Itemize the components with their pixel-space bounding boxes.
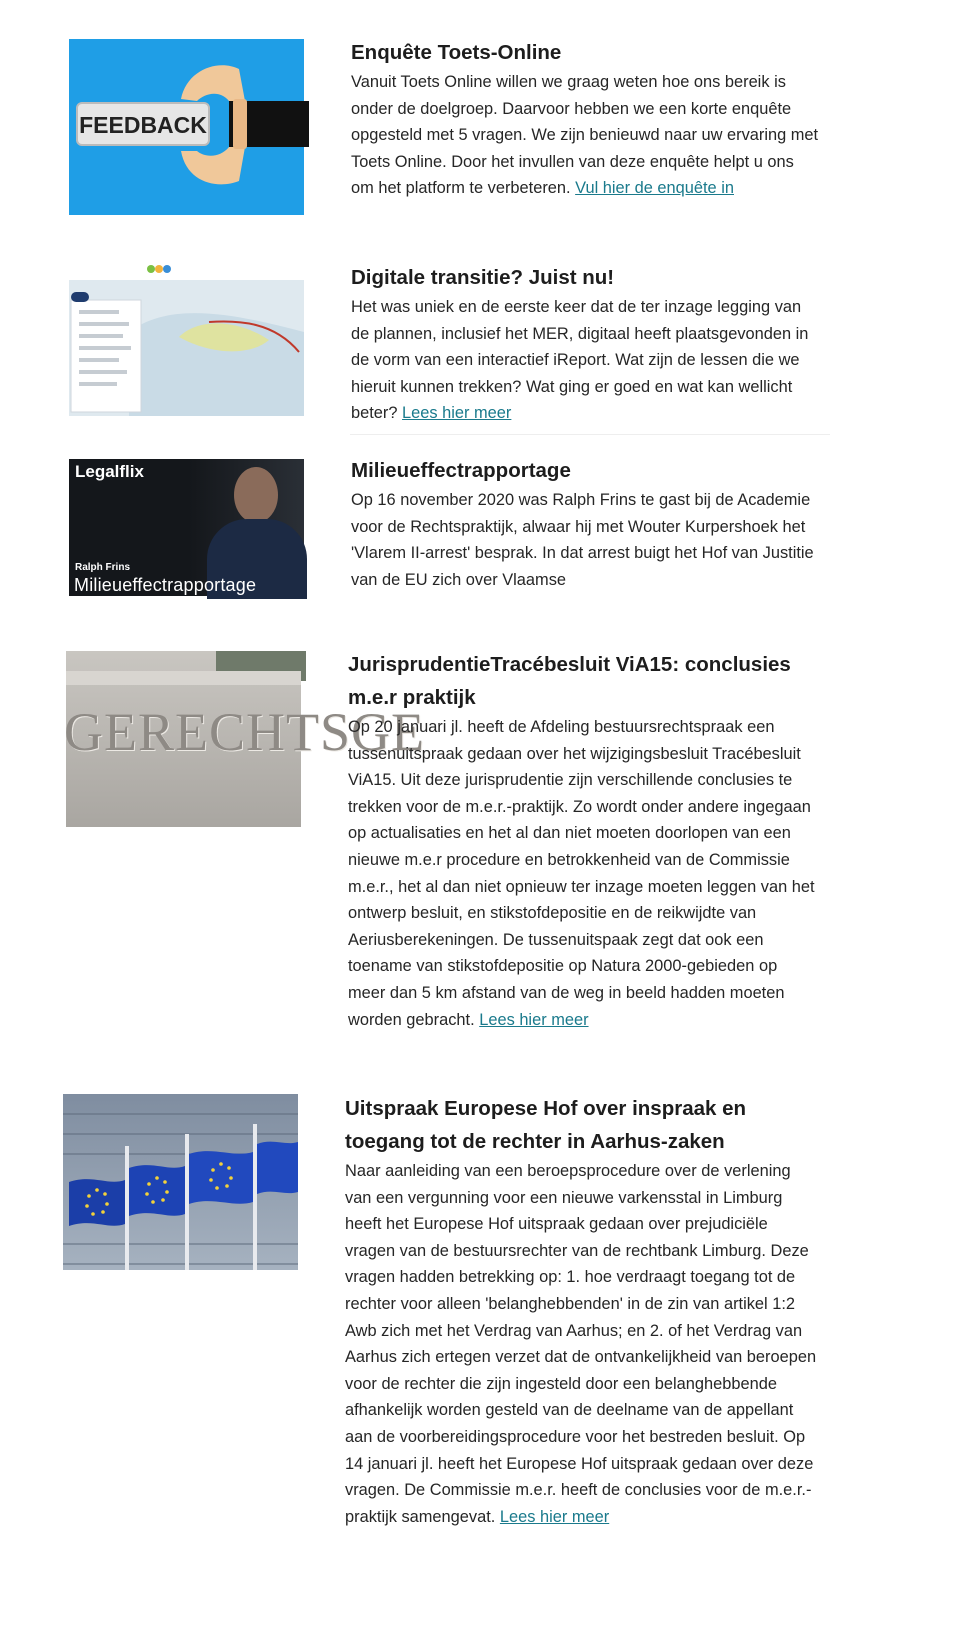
article-title[interactable]: JurisprudentieTracébesluit ViA15: conclusies m.e.r praktijk	[348, 653, 791, 709]
read-more-link[interactable]: Lees hier meer	[479, 1010, 589, 1029]
video-caption: Milieueffectrapportage	[74, 575, 257, 595]
article-title[interactable]: Uitspraak Europese Hof over inspraak en toegang tot de rechter in Aarhus-zaken	[345, 1097, 747, 1153]
legalflix-video-image[interactable]	[69, 459, 304, 596]
read-more-link[interactable]: Lees hier meer	[499, 1507, 610, 1526]
article-title[interactable]: Digitale transitie? Juist nu!	[351, 266, 615, 289]
article-body: Naar aanleiding van een beroepsprocedure over de verlening van een vergunning voor een nieuwe varkensstal in Limburg heeft het Europese Hof uitspraak gedaan over prejudiciële vragen van de bestuursrechter van de rechtbank Limburg. Deze vragen hadden betrekking op: 1. hoe verdraagt toegang tot de rechter voor alleen 'belanghebbenden' in de zin van artikel 1:2 Awb zich met het Verdrag van Aarhus; en 2. of het Verdrag van Aarhus zich ertegen verzet dat de ontvankelijkheid van beroepen voor de rechter die zijn ingesteld door een belanghebbende afhankelijk worden gesteld van de deelname van de appellant aan de voorbereidingsprocedure voor het bestreden besluit. Op 14 januari jl. heeft het Europese Hof uitspraak gedaan over deze vragen. De Commissie m.e.r. heeft de conclusies voor de m.e.r.- praktijk samengevat. Lees hier meer	[345, 1162, 817, 1526]
feedback-image[interactable]	[69, 39, 304, 215]
survey-link[interactable]: Vul hier de enquête in	[575, 179, 734, 198]
article-title[interactable]: Milieueffectrapportage	[351, 459, 571, 482]
eu-flags-image[interactable]	[63, 1094, 298, 1270]
building-inscription: GERECHTSGE	[64, 702, 425, 762]
court-building-image[interactable]	[64, 651, 425, 827]
article-body: Op 20 januari jl. heeft de Afdeling bestuursrechtspraak een tussenuitspraak gedaan over het wijzigingsbesluit Tracébesluit ViA15. Uit deze jurisprudentie zijn verschillende conclusies te trekken voor de m.e.r.-praktijk. Zo wordt onder andere ingegaan op actualisaties en het al dan niet moeten doorlopen van een nieuwe m.e.r procedure en betrokkenheid van de Commissie m.e.r., het al dan niet opnieuw ter inzage moeten leggen van het ontwerp besluit, en stikstofdepositie en de reikwijdte van Aeriusberekeningen. De tussenuitspaak zegt dat ook een toename van stikstofdepositie op Natura 2000-gebieden op meer dan 5 km afstand van de weg in beeld hadden moeten worden gebracht. Lees hier meer	[348, 718, 815, 1029]
legalflix-logo: Legalflix	[75, 462, 144, 481]
article-body: Het was uniek en de eerste keer dat de ter inzage legging van de plannen, inclusief het MER, digitaal heeft plaatsgevonden in de vorm van een interactief iReport. Wat zijn de lessen die we hieruit kunnen trekken? Wat ging er goed en wat kan wellicht beter? Lees hier meer	[351, 298, 809, 423]
read-more-link[interactable]: Lees hier meer	[402, 404, 512, 423]
video-person-name: Ralph Frins	[75, 562, 131, 573]
article-title[interactable]: Enquête Toets-Online	[351, 41, 562, 64]
divider	[350, 434, 830, 435]
article-body: Vanuit Toets Online willen we graag weten hoe ons bereik is onder de doelgroep. Daarvoor hebben we een korte enquête opgesteld met 5 vragen. We zijn benieuwd naar uw ervaring met Toets Online. Door het invullen van deze enquête helpt u ons om het platform te verbeteren. Vul hier de enquête in	[351, 73, 819, 198]
ireport-map-image[interactable]	[69, 262, 304, 416]
article-body: Op 16 november 2020 was Ralph Frins te gast bij de Academie voor de Rechtspraktijk, alwaar hij met Wouter Kurpershoek het 'Vlarem II-arrest' besprak. In dat arrest buigt het Hof van Justitie van de EU zich over Vlaamse	[351, 491, 814, 589]
person-silhouette	[234, 467, 278, 523]
feedback-image-label: FEEDBACK	[79, 112, 207, 138]
